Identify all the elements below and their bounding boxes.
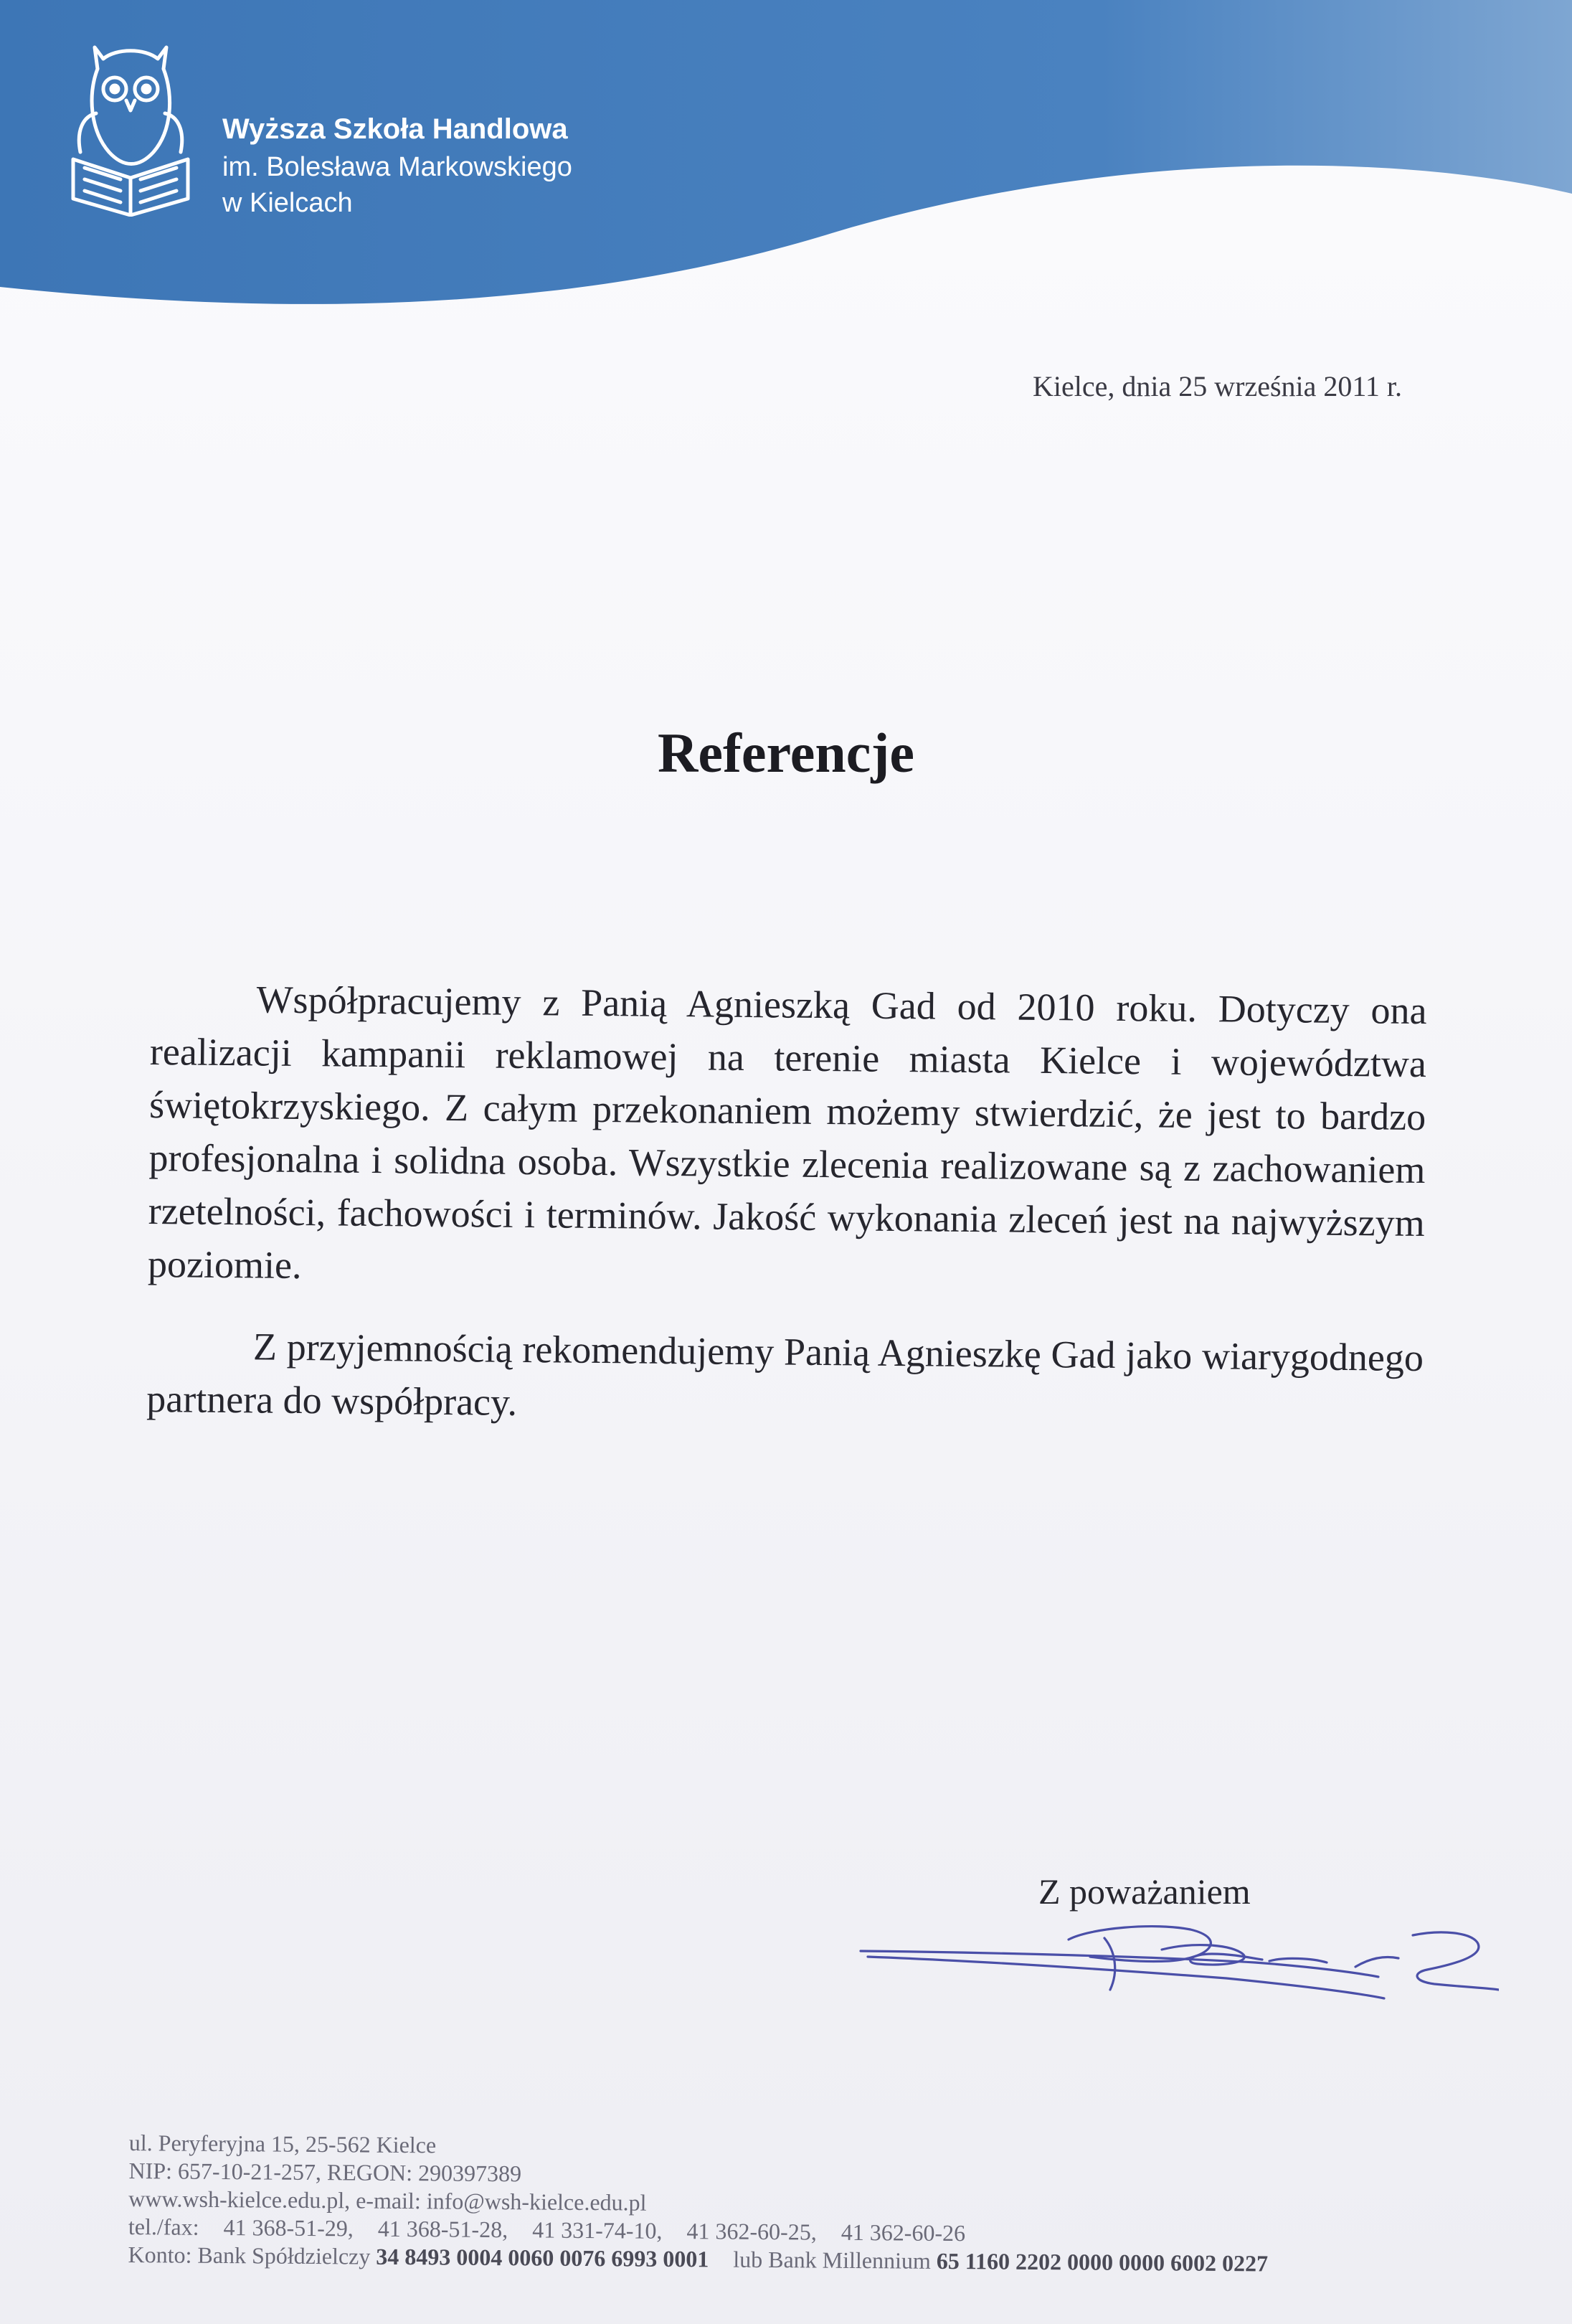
footer-account-1: 34 8493 0004 0060 0076 6993 0001 [376,2243,709,2272]
footer-account-2: 65 1160 2202 0000 0000 6002 0227 [936,2247,1269,2277]
footer-phone: 41 368-51-29, [223,2214,354,2242]
footer-phone: 41 362-60-26 [841,2219,966,2247]
school-patron: im. Bolesława Markowskiego [222,152,572,182]
owl-with-books-icon [59,44,202,217]
footer-phone: 41 331-74-10, [532,2216,663,2244]
footer-account-2-bank: Bank Millennium [768,2247,931,2274]
body-paragraph-1: Współpracujemy z Panią Agnieszką Gad od 2010 roku. Dotyczy ona realizacji kampanii reklamowej na terenie miasta Kielce i województwa świętokrzyskiego. Z całym przekonaniem możemy stwierdzić, że jest to bardzo profesjonalna i solidna osoba. Wszystkie zlecenia realizowane są z zachowaniem rzetelności, fachowości i terminów. Jakość wykonania zleceń jest na najwyższym poziomie. [147,978,1427,1288]
footer-account-label: Konto: Bank Spółdzielczy [128,2241,371,2269]
footer-phone: 41 368-51-28, [377,2215,508,2243]
letter-date: Kielce, dnia 25 września 2011 r. [1033,370,1403,402]
closing-salutation: Z poważaniem [1038,1871,1251,1912]
letterhead-footer [128,2129,1556,2280]
letter-body [146,972,1427,1466]
footer-tax-ids: NIP: 657-10-21-257, REGON: 290397389 [128,2157,522,2187]
footer-account-or: lub [733,2246,763,2272]
school-city: w Kielcach [222,188,353,218]
handwritten-signature [853,1901,1499,2044]
school-name: Wyższa Szkoła Handlowa [222,113,568,145]
letter-title: Referencje [658,722,914,784]
footer-address: ul. Peryferyjna 15, 25-562 Kielce [128,2130,437,2158]
footer-phone: 41 362-60-25, [686,2218,817,2245]
footer-phones-label: tel./fax: [128,2213,199,2240]
footer-web-email: www.wsh-kielce.edu.pl, e-mail: info@wsh-kielce.edu.pl [128,2185,647,2216]
body-paragraph-2: Z przyjemnością rekomendujemy Panią Agnieszkę Gad jako wiarygodnego partnera do współpracy. [146,1325,1424,1424]
